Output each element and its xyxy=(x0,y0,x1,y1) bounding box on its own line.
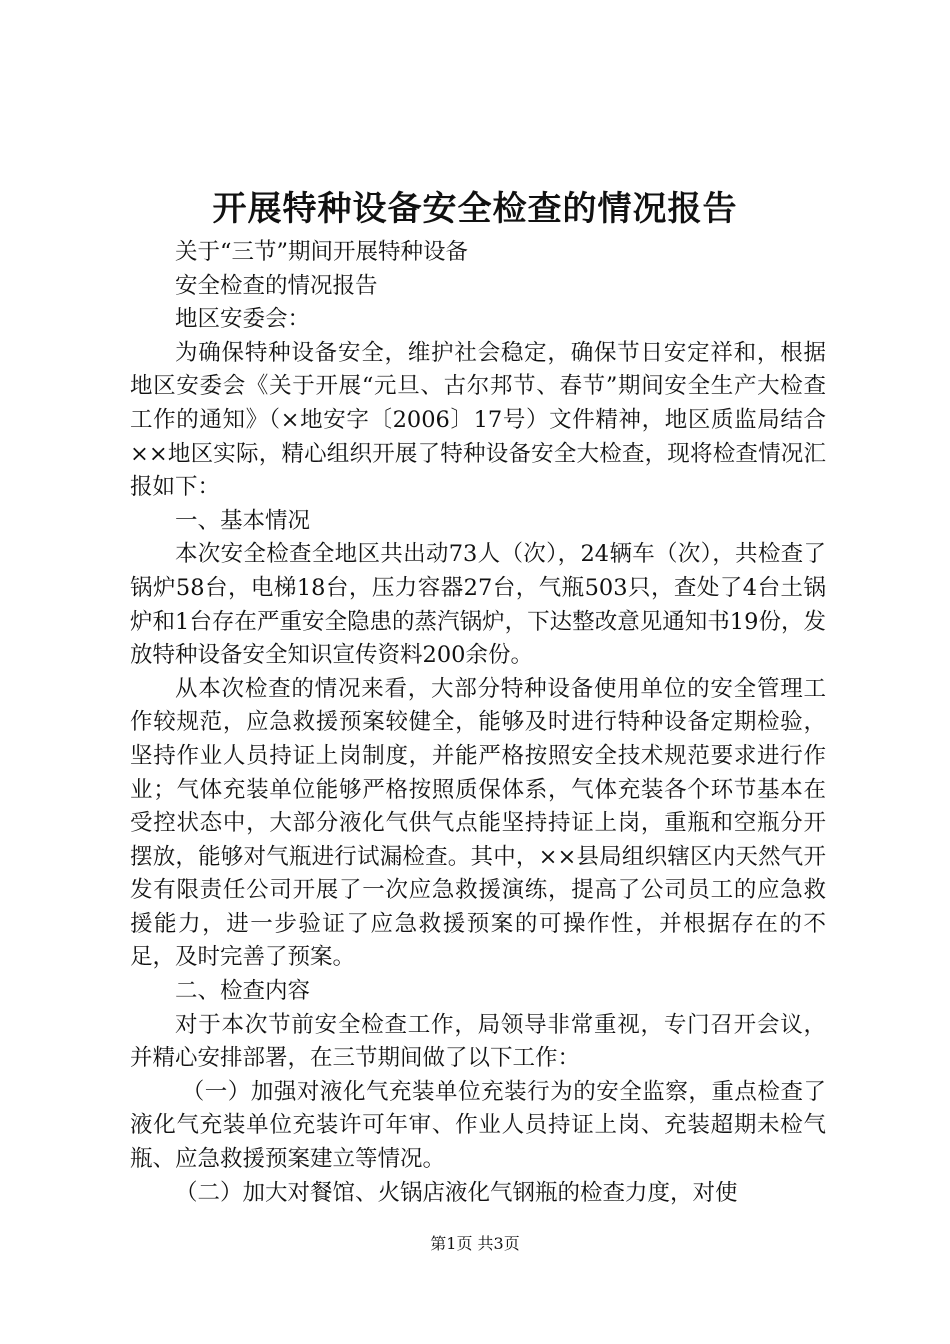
content-item-2: （二）加大对餐馆、火锅店液化气钢瓶的检查力度，对使 xyxy=(175,1179,738,1206)
content-item-1: （一）加强对液化气充装单位充装行为的安全监察，重点检查了液化气充装单位充装许可年审、作业人员持证上岗、充装超期未检气瓶、应急救援预案建立等情况。 xyxy=(130,1078,826,1173)
document-title: 开展特种设备安全检查的情况报告 xyxy=(212,189,738,229)
content-paragraph-1: 对于本次节前安全检查工作，局领导非常重视，专门召开会议，并精心安排部署，在三节期间做了以下工作： xyxy=(130,1011,826,1072)
salutation: 地区安委会： xyxy=(175,306,311,333)
section-heading-content: 二、检查内容 xyxy=(175,978,311,1005)
page-footer: 第1页 共3页 xyxy=(430,1234,520,1253)
heading-line-1: 关于“三节”期间开展特种设备 xyxy=(175,239,469,265)
heading-line-2: 安全检查的情况报告 xyxy=(175,272,378,299)
document-body xyxy=(130,236,826,1210)
basic-paragraph-2: 从本次检查的情况来看，大部分特种设备使用单位的安全管理工作较规范，应急救援预案较健全，能够及时进行特种设备定期检验，坚持作业人员持证上岗制度，并能严格按照安全技术规范要求进行作业；气体充装单位能够严格按照质保体系，气体充装各个环节基本在受控状态中，大部分液化气供气点能坚持持证上岗，重瓶和空瓶分开摆放，能够对气瓶进行试漏检查。其中，××县局组织辖区内天然气开发有限责任公司开展了一次应急救援演练，提高了公司员工的应急救援能力，进一步验证了应急救援预案的可操作性，并根据存在的不足，及时完善了预案。 xyxy=(130,675,826,971)
intro-paragraph: 为确保特种设备安全，维护社会稳定，确保节日安定祥和，根据地区安委会《关于开展“元旦、古尔邦节、春节”期间安全生产大检查工作的通知》（×地安字〔2006〕17号）文件精神，地区质监局结合××地区实际，精心组织开展了特种设备安全大检查，现将检查情况汇报如下： xyxy=(130,339,826,501)
section-heading-basic: 一、基本情况 xyxy=(175,507,311,534)
basic-paragraph-1: 本次安全检查全地区共出动73人（次），24辆车（次），共检查了锅炉58台，电梯18台，压力容器27台，气瓶503只，查处了4台土锅炉和1台存在严重安全隐患的蒸汽锅炉，下达整改意见通知书19份，发放特种设备安全知识宣传资料200余份。 xyxy=(130,541,826,669)
